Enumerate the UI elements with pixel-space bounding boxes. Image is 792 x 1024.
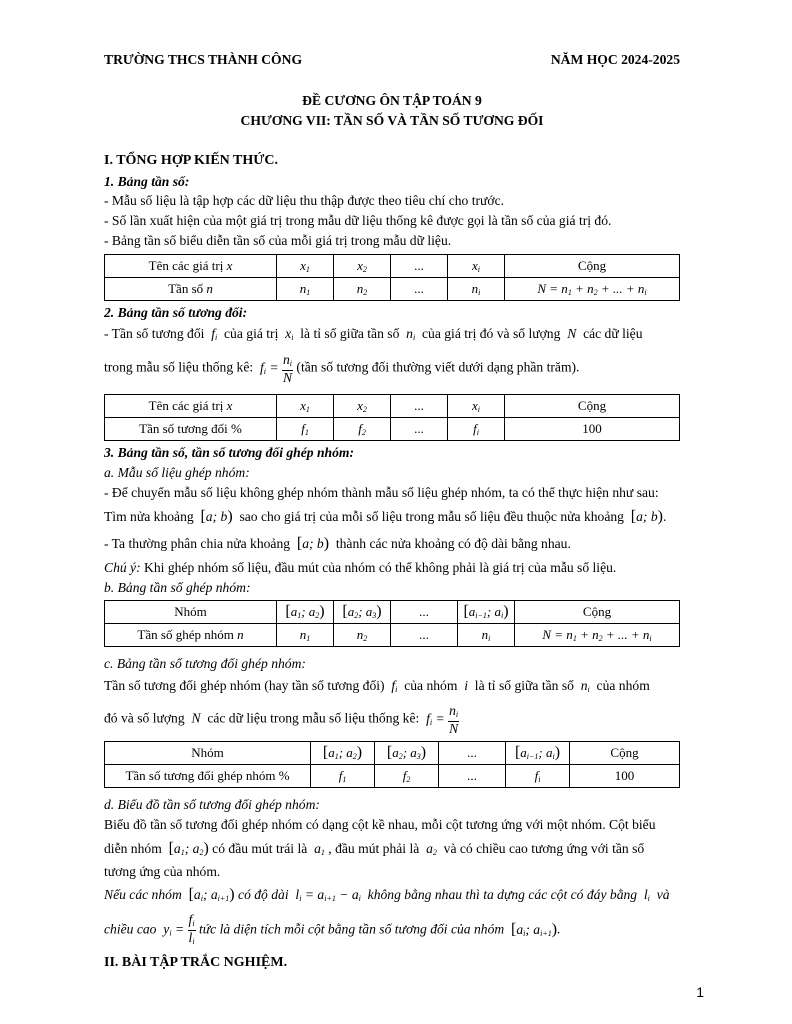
s3a-title: a. Mẫu số liệu ghép nhóm:	[104, 465, 250, 480]
grouped-relative-frequency-table: Nhóm [$a_1$; $a_2$) [$a_2$; $a_3$) ... [$a_{i-1}$; $a_i$) Cộng Tần số tương đối ghép nhóm % $f_1$ $f_2$ ... $f_i$ 100	[104, 741, 680, 788]
s3a-p1: - Để chuyển mẫu số liệu không ghép nhóm thành mẫu số liệu ghép nhóm, ta có thể thực hiện như sau:	[104, 485, 659, 500]
s3c-title: c. Bảng tần số tương đối ghép nhóm:	[104, 656, 306, 671]
s3c-p1: Tần số tương đối ghép nhóm (hay tần số tương đối) $f_i$ của nhóm i là tỉ số giữa tần số $n_i$ của nhóm	[104, 678, 650, 694]
relative-frequency-table: Tên các giá trị x $x_1$ $x_2$ ... $x_i$ Cộng Tần số tương đối % $f_1$ $f_2$ ... $f_i$ 100	[104, 394, 680, 441]
s2-p2: trong mẫu số liệu thống kê: $f_i$ = $\frac{n_i}{N}$ (tần số tương đối thường viết dưới dạng phần trăm).	[104, 352, 580, 385]
s3d-p5: chiều cao $y_i$ = $\frac{f_i}{l_i}$ tức là diện tích mỗi cột bằng tần số tương đối của nhóm [$a_i$; $a_{i+1}$).	[104, 912, 561, 946]
s3c-p2: đó và số lượng N các dữ liệu trong mẫu số liệu thống kê: $f_i$ = $\frac{n_i}{N}$	[104, 703, 459, 736]
s3d-title: d. Biểu đồ tần số tương đối ghép nhóm:	[104, 797, 320, 812]
school-name: TRƯỜNG THCS THÀNH CÔNG	[104, 52, 303, 67]
frequency-table: Tên các giá trị x $x_1$ $x_2$ ... $x_i$ Cộng Tần số n $n_1$ $n_2$ ... $n_i$ $N = n_1 + n_2$ + ... + $n_i$	[104, 254, 680, 301]
s3d-p1: Biểu đồ tần số tương đối ghép nhóm có dạng cột kề nhau, mỗi cột tương ứng với một nhóm. Cột biểu	[104, 817, 656, 832]
section2-heading: II. BÀI TẬP TRẮC NGHIỆM.	[104, 955, 288, 970]
s3d-p2: diễn nhóm [$a_1$; $a_2$) có đầu mút trái là $a_1$ , đầu mút phải là $a_2$ và có chiều cao tương ứng với tần số	[104, 840, 645, 857]
s3a-p3: - Ta thường phân chia nửa khoảng [a; b) thành các nửa khoảng có độ dài bằng nhau.	[104, 535, 571, 552]
s3a-p2: Tìm nửa khoảng [a; b) sao cho giá trị của mỗi số liệu trong mẫu số liệu đều thuộc nửa khoảng [a; b).	[104, 508, 667, 525]
s3d-p3: tương ứng của nhóm.	[104, 864, 221, 879]
section1-heading: I. TỔNG HỢP KIẾN THỨC.	[104, 153, 278, 168]
school-year: NĂM HỌC 2024-2025	[550, 52, 680, 67]
s1-p3: - Bảng tần số biểu diễn tần số của mỗi giá trị trong mẫu dữ liệu.	[104, 233, 452, 248]
note: Chú ý: Khi ghép nhóm số liệu, đầu mút của nhóm có thể không phải là giá trị của mẫu số liệu.	[104, 560, 617, 575]
s1-p2: - Số lần xuất hiện của một giá trị trong mẫu dữ liệu thống kê được gọi là tần số của giá trị đó.	[104, 213, 612, 228]
grouped-frequency-table: Nhóm [$a_1$; $a_2$) [$a_2$; $a_3$) ... [$a_{i-1}$; $a_i$) Cộng Tần số ghép nhóm n $n_1$ $n_2$ ... $n_i$ $N = n_1 + n_2$ + ... + $n_i$	[104, 600, 680, 647]
s3d-p4: Nếu các nhóm [$a_i$; $a_{i+1}$) có độ dài $l_i = a_{i+1} - a_i$ không bằng nhau thì ta dựng các cột có đáy bằng $l_i$ và	[104, 886, 670, 903]
s3-title: 3. Bảng tần số, tần số tương đối ghép nhóm:	[104, 445, 354, 460]
s2-p1: - Tần số tương đối $f_i$ của giá trị $x_i$ là tỉ số giữa tần số $n_i$ của giá trị đó và số lượng N các dữ liệu	[104, 326, 643, 342]
chapter-title: CHƯƠNG VII: TẦN SỐ VÀ TẦN SỐ TƯƠNG ĐỐI	[240, 113, 544, 128]
s1-title: 1. Bảng tần số:	[104, 174, 190, 189]
doc-title: ĐỀ CƯƠNG ÔN TẬP TOÁN 9	[302, 93, 482, 108]
s3b-title: b. Bảng tần số ghép nhóm:	[104, 580, 251, 595]
page-number: 1	[696, 984, 704, 1000]
t1-r2c1: Tần số n	[105, 278, 277, 301]
t1-r1c1: Tên các giá trị x	[105, 255, 277, 278]
s2-title: 2. Bảng tần số tương đối:	[104, 305, 248, 320]
s1-p1: - Mẫu số liệu là tập hợp các dữ liệu thu thập được theo tiêu chí cho trước.	[104, 193, 505, 208]
